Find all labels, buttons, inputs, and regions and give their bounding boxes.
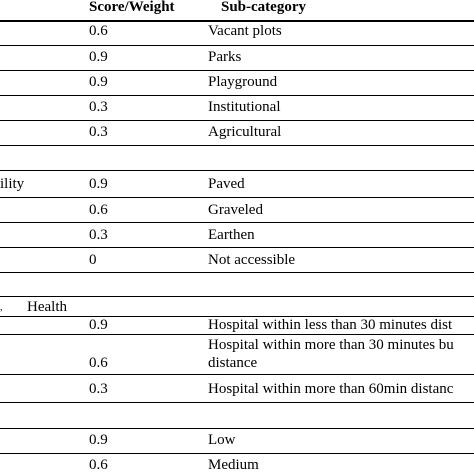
header-rule xyxy=(0,20,474,22)
bullet-marker: , xyxy=(0,302,3,313)
row-divider xyxy=(0,145,474,146)
score-cell: 0.9 xyxy=(89,317,108,333)
sub-category-cell: Institutional xyxy=(208,99,281,115)
sub-category-cell: Paved xyxy=(208,176,245,192)
score-cell: 0.3 xyxy=(89,381,108,397)
sub-category-cell: Graveled xyxy=(208,202,263,218)
header-score-weight: Score/Weight xyxy=(89,0,175,15)
row-divider xyxy=(0,120,474,121)
sub-category-cell: Hospital within more than 60min distanc xyxy=(208,381,454,397)
sub-category-cell: Vacant plots xyxy=(208,23,282,39)
sub-category-cell: Playground xyxy=(208,74,278,90)
category-label-health: Health xyxy=(27,299,67,315)
row-divider xyxy=(0,170,474,171)
score-cell: 0.9 xyxy=(89,432,108,448)
row-divider xyxy=(0,197,474,198)
sub-category-cell-line1: Hospital within more than 30 minutes bu xyxy=(208,337,454,353)
score-cell: 0.6 xyxy=(89,202,108,218)
score-cell: 0 xyxy=(89,252,97,268)
row-divider xyxy=(0,272,474,273)
sub-category-cell: Earthen xyxy=(208,227,255,243)
row-divider xyxy=(0,334,474,335)
score-cell: 0.9 xyxy=(89,74,108,90)
row-divider xyxy=(0,70,474,71)
row-divider xyxy=(0,222,474,223)
sub-category-cell: Agricultural xyxy=(208,124,282,140)
row-divider xyxy=(0,453,474,454)
sub-category-cell: Hospital within less than 30 minutes dist xyxy=(208,317,453,333)
row-divider xyxy=(0,374,474,375)
score-cell: 0.6 xyxy=(89,23,108,39)
score-cell: 0.6 xyxy=(89,355,108,371)
row-divider xyxy=(0,428,474,429)
category-label-accessibility: ility xyxy=(0,176,25,192)
row-divider xyxy=(0,247,474,248)
score-cell: 0.3 xyxy=(89,124,108,140)
row-divider xyxy=(0,296,474,297)
row-divider xyxy=(0,95,474,96)
sub-category-cell: Not accessible xyxy=(208,252,296,268)
sub-category-cell: Low xyxy=(208,432,236,448)
row-divider xyxy=(0,402,474,403)
score-cell: 0.9 xyxy=(89,176,108,192)
row-divider xyxy=(0,45,474,46)
score-cell: 0.9 xyxy=(89,49,108,65)
sub-category-cell: Parks xyxy=(208,49,242,65)
score-cell: 0.3 xyxy=(89,227,108,243)
score-cell: 0.3 xyxy=(89,99,108,115)
sub-category-cell: Medium xyxy=(208,457,259,473)
header-sub-category: Sub-category xyxy=(221,0,306,15)
sub-category-cell-line2: distance xyxy=(208,355,258,371)
score-cell: 0.6 xyxy=(89,457,108,473)
